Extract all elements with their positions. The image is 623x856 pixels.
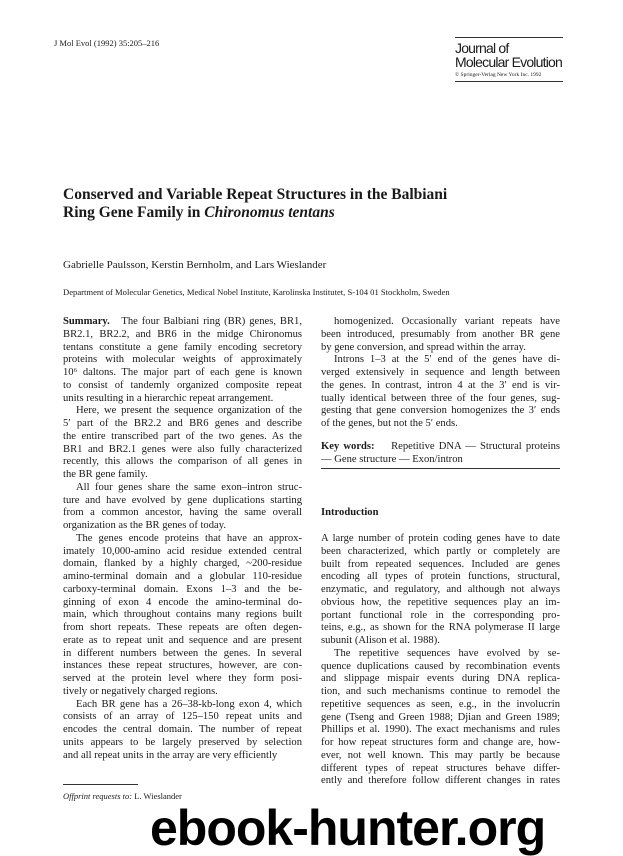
text-line xyxy=(63,622,302,635)
line-text: imately 10,000-amino acid residue extended central xyxy=(63,545,302,557)
text-line xyxy=(63,584,302,597)
line-text: tively or negatively charged regions. xyxy=(63,685,218,697)
text-line xyxy=(63,482,302,495)
text-line xyxy=(321,673,560,686)
text-line xyxy=(321,661,560,674)
text-line xyxy=(321,393,560,406)
text-line xyxy=(63,673,302,686)
line-text: 5′ part of the BR2.2 and BR6 genes and describe xyxy=(63,418,302,429)
text-line xyxy=(63,469,302,482)
authors: Gabrielle Paulsson, Kerstin Bernholm, and Lars Wieslander xyxy=(63,259,327,271)
text-line xyxy=(321,546,560,559)
keywords-divider xyxy=(321,468,560,469)
line-text: encodes the central domain. The number of repeat xyxy=(63,724,302,735)
keywords-line xyxy=(321,441,560,454)
line-text: consists of an array of 125–150 repeat units and xyxy=(63,711,302,723)
text-line xyxy=(321,533,560,546)
text-line xyxy=(321,622,560,635)
keywords-label: Key words: xyxy=(321,440,375,452)
line-text: repetitive sequences as seen, e.g., in the involucrin xyxy=(321,698,560,710)
text-line xyxy=(321,699,560,712)
line-text: erate as to repeat unit and sequence and are present xyxy=(63,634,302,646)
line-text: enzymatic, and regulatory, and although not always xyxy=(321,584,560,595)
line-text: A large number of protein coding genes have to date xyxy=(321,533,560,544)
text-line xyxy=(321,724,560,737)
text-line xyxy=(63,380,302,393)
line-text: quence duplications caused by recombination events xyxy=(321,660,560,672)
line-text: gesting that gene conversion homogenizes the 3′ ends xyxy=(321,405,560,417)
line-text: 10⁶ daltons. The major part of each gene is known xyxy=(63,367,302,378)
journal-name-line2: Molecular Evolution xyxy=(455,54,562,70)
article-title xyxy=(63,186,447,222)
text-line xyxy=(63,571,302,584)
text-line xyxy=(321,775,560,788)
text-line xyxy=(63,405,302,418)
line-text: subunit (Alison et al. 1988). xyxy=(321,635,440,646)
text-line xyxy=(63,354,302,367)
text-line xyxy=(63,393,302,406)
text-line xyxy=(63,456,302,469)
line-text: Introns 1–3 at the 5′ end of the genes have di- xyxy=(334,354,560,366)
section-heading-introduction: Introduction xyxy=(321,507,379,519)
line-text: instances these repeat structures, however, are con- xyxy=(63,660,302,672)
text-line xyxy=(321,597,560,610)
text-line xyxy=(63,329,302,342)
line-text: recently, this allows the comparison of all genes in xyxy=(63,456,302,468)
text-line xyxy=(63,431,302,444)
line-text: tentans constitute a gene family encoding secretory xyxy=(63,341,302,353)
line-text: ture and have evolved by gene duplications starting xyxy=(63,494,302,506)
line-text: of the genes, but not the 5′ ends. xyxy=(321,418,458,429)
text-line xyxy=(321,405,560,418)
text-line xyxy=(63,737,302,750)
line-text: amino-terminal domain and a globular 110-residue xyxy=(63,571,302,582)
text-line xyxy=(321,763,560,776)
text-line xyxy=(63,686,302,699)
text-line xyxy=(321,354,560,367)
text-line xyxy=(63,342,302,355)
line-text: from a common ancestor, having the same overall xyxy=(63,507,302,519)
line-text: main, which throughout contains many regions built xyxy=(63,609,302,621)
text-line xyxy=(63,495,302,508)
text-line xyxy=(321,342,560,355)
line-text: Each BR gene has a 26–38-kb-long exon 4, which xyxy=(76,698,302,710)
text-line xyxy=(63,597,302,610)
line-text: The repetitive sequences have evolved by se- xyxy=(334,647,560,659)
text-line xyxy=(321,418,560,431)
text-line xyxy=(321,367,560,380)
text-line xyxy=(63,724,302,737)
line-text: ginning of exon 4 encode the amino-terminal do- xyxy=(63,596,302,608)
text-line xyxy=(63,367,302,380)
text-line xyxy=(63,711,302,724)
text-line xyxy=(321,648,560,661)
text-line xyxy=(321,610,560,623)
line-text: The genes encode proteins that have an approx- xyxy=(76,532,302,544)
text-line xyxy=(63,444,302,457)
line-text: proteins with molecular weights of approximately xyxy=(63,354,302,366)
line-text: carboxy-terminal domain. Exons 1–3 and the be- xyxy=(63,583,302,595)
line-text: tually identical between three of the four genes, sug- xyxy=(321,392,560,404)
spacer xyxy=(321,431,560,441)
text-line xyxy=(63,609,302,622)
line-text: been characterized, which partly or completely are xyxy=(321,545,560,557)
title-prefix: Ring Gene Family in xyxy=(63,204,205,221)
line-text: from short repeats. These repeats are often degen- xyxy=(63,622,302,633)
keywords-text: Repetitive DNA — Structural proteins xyxy=(391,440,560,452)
line-text: and slippage mispair events during DNA replica- xyxy=(321,673,560,685)
text-line xyxy=(321,635,560,648)
text-line xyxy=(63,648,302,661)
line-text: obvious how, the repetitive sequences play an im- xyxy=(321,596,560,608)
text-line xyxy=(63,520,302,533)
line-text: All four genes share the same exon–intron struc- xyxy=(76,481,302,493)
text-line xyxy=(63,750,302,763)
line-text: the entire transcribed part of the two genes. As the xyxy=(63,430,302,442)
watermark: ebook-hunter.org xyxy=(150,800,546,856)
summary-label: Summary. xyxy=(63,316,110,327)
line-text: been introduced, presumably from another BR gene xyxy=(321,328,560,340)
text-line xyxy=(63,635,302,648)
line-text: units appears to be largely preserved by selection xyxy=(63,736,302,748)
text-line xyxy=(321,686,560,699)
title-line-2 xyxy=(63,204,447,222)
affiliation: Department of Molecular Genetics, Medical Nobel Institute, Karolinska Institutet, S-104 01 Stockholm, Sweden xyxy=(63,287,450,297)
line-text: in different numbers between the genes. In several xyxy=(63,647,302,659)
text-line xyxy=(321,584,560,597)
journal-name-line1: Journal of xyxy=(455,40,509,56)
text-line xyxy=(321,750,560,763)
line-text: organization as the BR genes of today. xyxy=(63,520,226,531)
line-text: ently and therefore follow different changes in rates xyxy=(321,775,560,787)
line-text: tion, and such mechanisms continue to remodel the xyxy=(321,686,560,697)
footnote-name: L. Wieslander xyxy=(134,791,182,802)
keywords-line: — Gene structure — Exon/intron xyxy=(321,453,463,465)
title-species: Chironomus tentans xyxy=(204,204,335,221)
publisher-copyright: © Springer-Verlag New York Inc. 1992 xyxy=(455,72,542,78)
line-text: homogenized. Occasionally variant repeats have xyxy=(334,316,560,327)
line-text: units resulting in a hierarchic repeat arrangement. xyxy=(63,392,274,404)
text-line xyxy=(321,380,560,393)
line-text: ever, not well known. This may partly be because xyxy=(321,749,560,761)
line-text: Here, we present the sequence organization of the xyxy=(76,405,302,417)
line-text: the BR gene family. xyxy=(63,469,148,480)
text-line xyxy=(63,316,302,329)
title-line-1: Conserved and Variable Repeat Structures in the Balbiani xyxy=(63,186,448,203)
text-line xyxy=(63,418,302,431)
line-text: verged extensively in sequence and length between xyxy=(321,367,560,378)
line-text: the genes. In contrast, intron 4 at the 3′ end is vir- xyxy=(321,379,560,391)
line-text: Phillips et al. 1990). The exact mechanisms and rules xyxy=(321,724,560,736)
text-line xyxy=(321,559,560,572)
line-text: gene (Tseng and Green 1988; Djian and Green 1989; xyxy=(321,711,560,723)
line-text: BR1 and BR2.1 genes were also fully characterized xyxy=(63,443,302,455)
text-line xyxy=(321,571,560,584)
line-text: The four Balbiani ring (BR) genes, BR1, xyxy=(121,316,302,327)
left-column xyxy=(63,316,302,803)
line-text: teins, e.g., as shown for the RNA polymerase II large xyxy=(321,622,560,634)
text-line xyxy=(63,699,302,712)
line-text: by gene conversion, and spread within the array. xyxy=(321,341,526,353)
footnote-divider xyxy=(63,784,138,785)
text-line xyxy=(321,712,560,725)
text-line xyxy=(321,329,560,342)
text-line xyxy=(63,546,302,559)
line-text: portant functional role in the corresponding pro- xyxy=(321,609,560,621)
text-line xyxy=(321,737,560,750)
line-text: and all repeat units in the array are very efficiently xyxy=(63,749,278,761)
line-text: for how repeat structures form and change are, how- xyxy=(321,737,560,748)
line-text: BR2.1, BR2.2, and BR6 in the midge Chironomus xyxy=(63,328,302,340)
line-text: encoding all types of protein functions, structural, xyxy=(321,571,560,583)
text-line xyxy=(63,558,302,571)
journal-logo xyxy=(455,37,563,82)
text-line xyxy=(63,660,302,673)
line-text: domain, flanked by a highly charged, ~200-residue xyxy=(63,558,302,570)
footnote-label: Offprint requests to: xyxy=(63,791,133,802)
line-text: different types of repeat structures behave differ- xyxy=(321,762,560,774)
text-line xyxy=(321,316,560,329)
journal-citation: J Mol Evol (1992) 35:205–216 xyxy=(54,38,160,48)
text-line xyxy=(63,507,302,520)
line-text: built from repeated sequences. Included are genes xyxy=(321,558,560,570)
line-text: to consist of tandemly organized composite repeat xyxy=(63,379,302,391)
line-text: served at the protein level where they form posi- xyxy=(63,673,302,684)
text-line xyxy=(63,533,302,546)
